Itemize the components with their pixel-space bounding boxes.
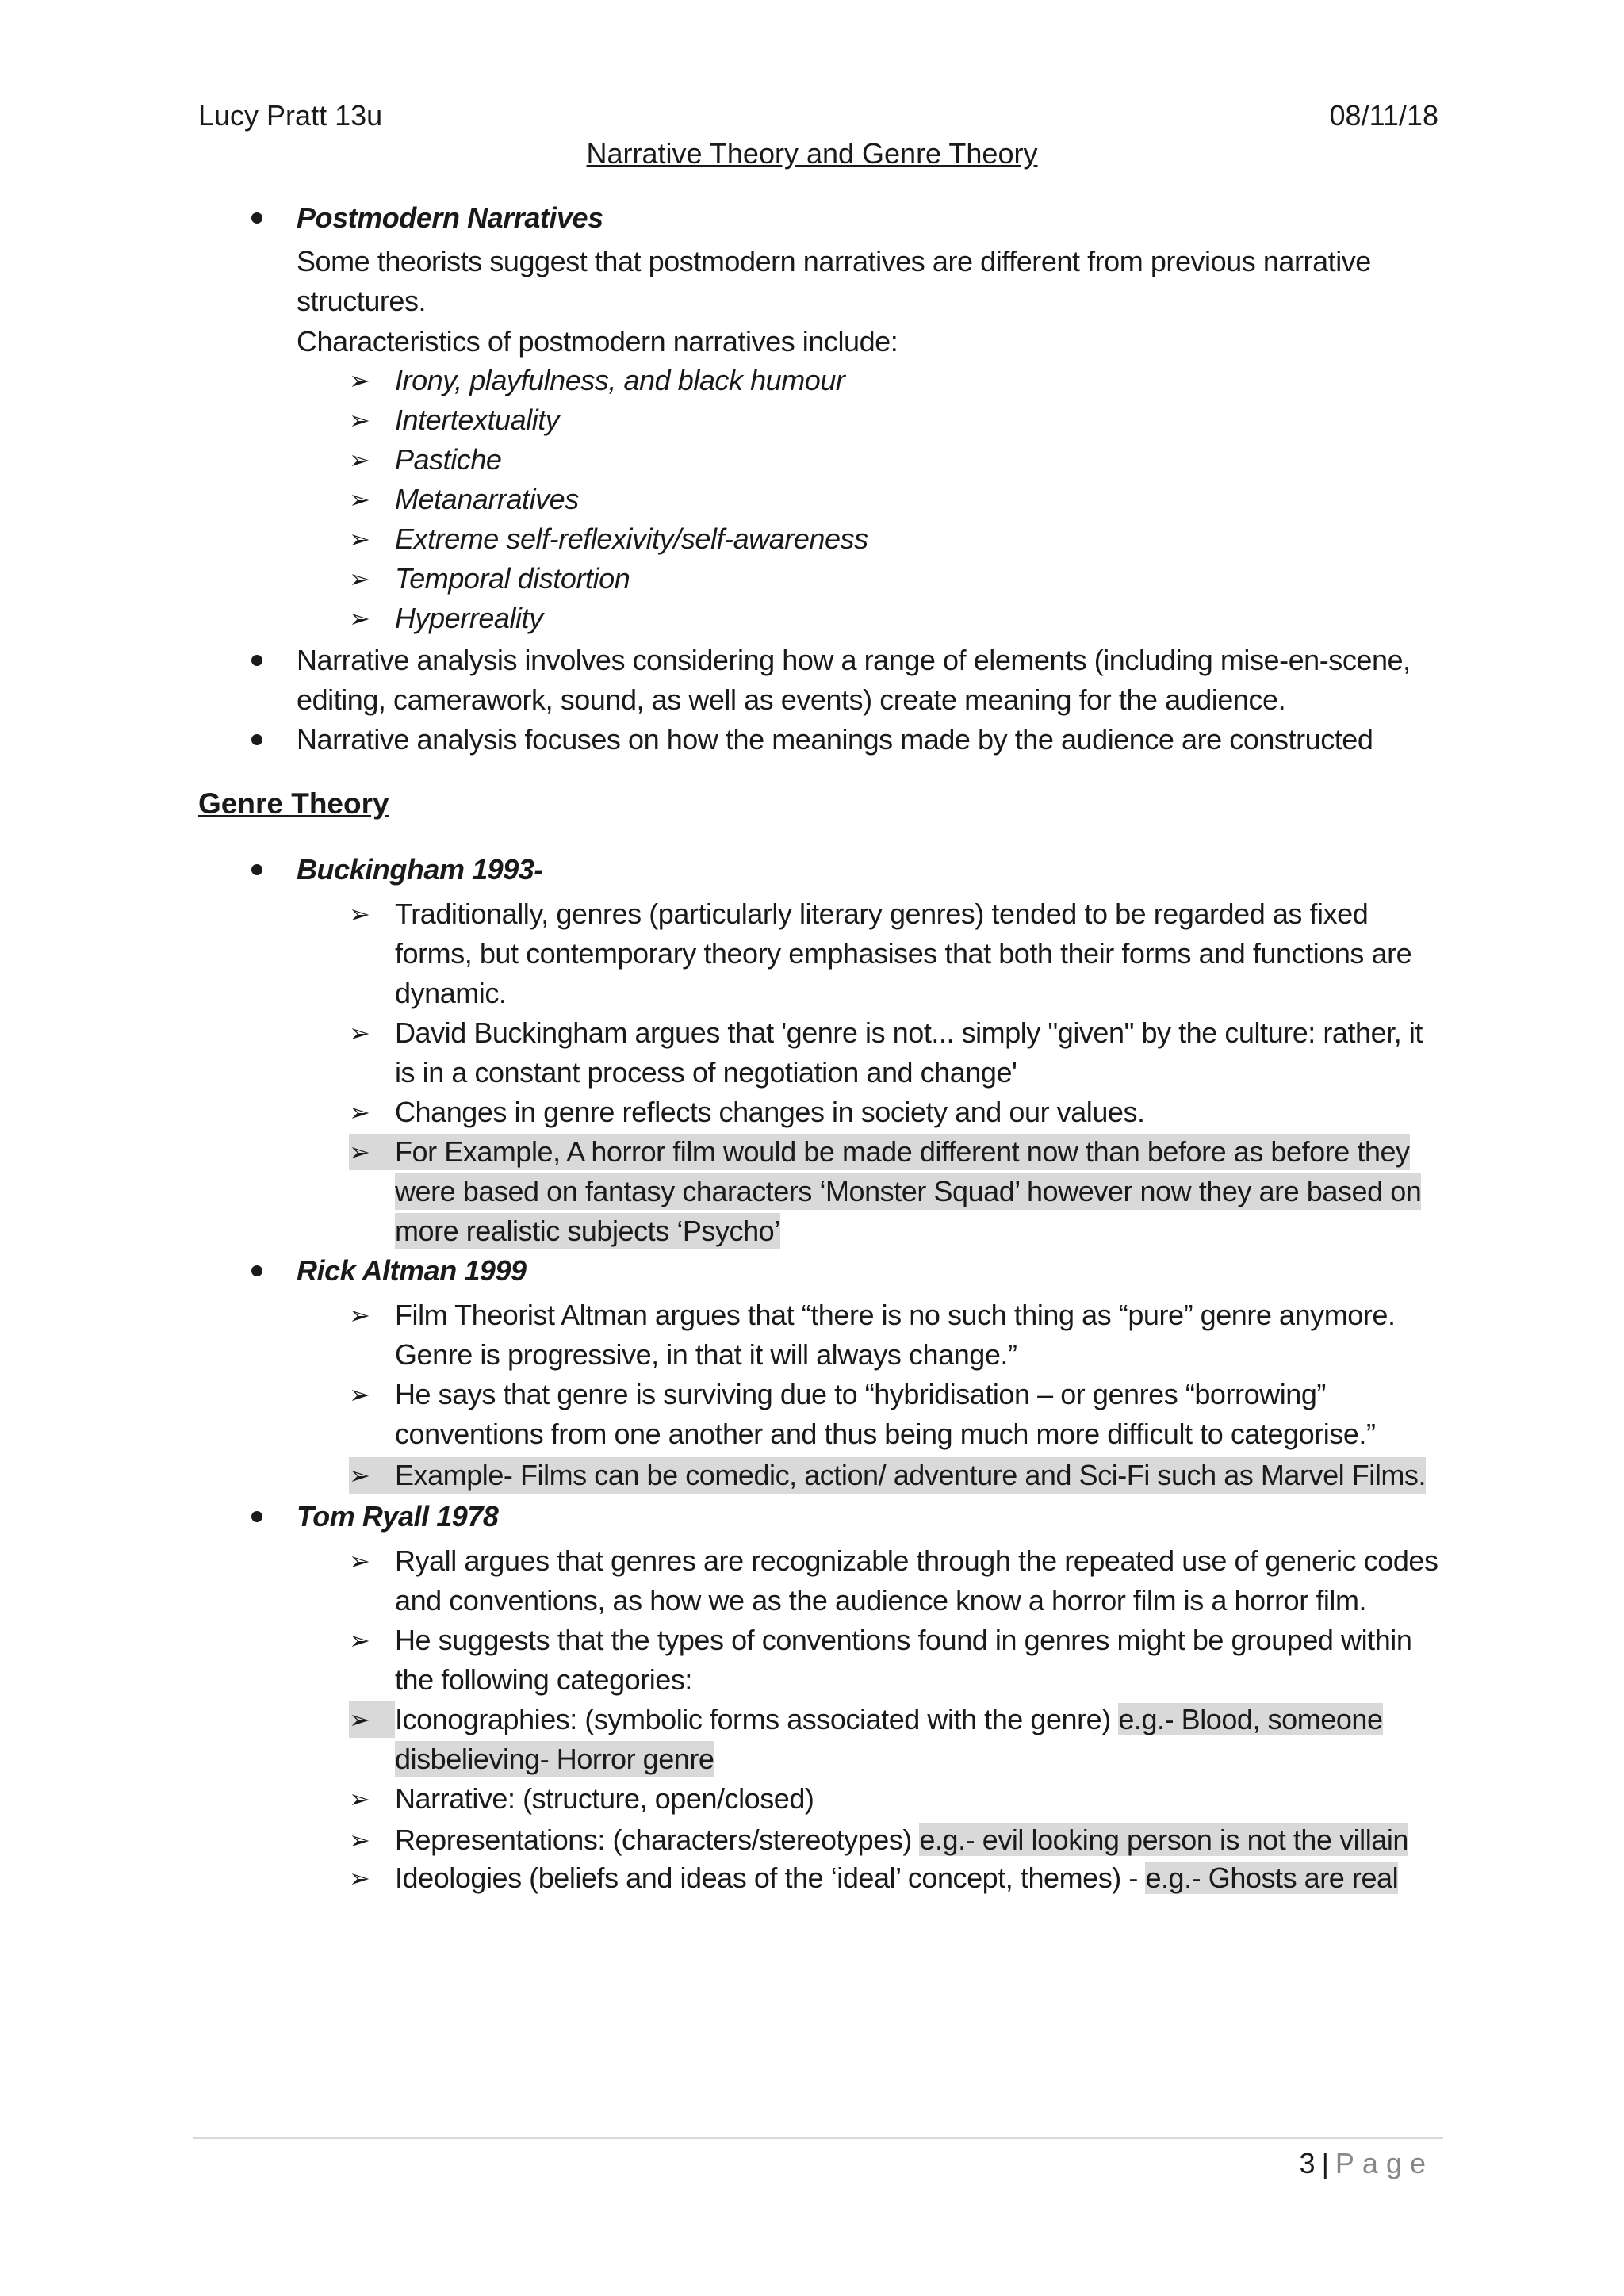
buckingham-line: is in a constant process of negotiation and change' (395, 1056, 1017, 1089)
narrative-analysis-line-1: Narrative analysis involves considering how a range of elements (including mise-en-scene, (297, 644, 1411, 676)
narrative-analysis-line-3: Narrative analysis focuses on how the meanings made by the audience are constructed (297, 723, 1373, 756)
altman-line: Film Theorist Altman argues that “there is no such thing as “pure” genre anymore. (395, 1299, 1396, 1331)
arrow-bullet-icon: ➢ (349, 1300, 370, 1330)
buckingham-line: dynamic. (395, 977, 507, 1009)
arrow-bullet-icon: ➢ (349, 1018, 370, 1048)
arrow-bullet-icon: ➢ (349, 524, 370, 554)
narrative-analysis-line-2: editing, camerawork, sound, as well as events) create meaning for the audience. (297, 683, 1286, 716)
list-item: Intertextuality (395, 404, 560, 436)
list-item: Pastiche (395, 443, 502, 476)
bullet-icon (251, 1511, 262, 1522)
bullet-icon (251, 212, 262, 224)
ryall-line: Ryall argues that genres are recognizable through the repeated use of generic codes (395, 1544, 1438, 1577)
bullet-icon (251, 734, 262, 745)
arrow-bullet-icon: ➢ (349, 365, 370, 396)
page-label: Page (1335, 2147, 1434, 2179)
buckingham-line: forms, but contemporary theory emphasises that both their forms and functions are (395, 937, 1412, 970)
list-item: Irony, playfulness, and black humour (395, 364, 845, 396)
buckingham-example-line: For Example, A horror film would be made different now than before as before they (395, 1134, 1410, 1170)
arrow-bullet-icon: ➢ (349, 405, 370, 435)
arrow-bullet-icon: ➢ (349, 1863, 370, 1893)
arrow-bullet-icon: ➢ (349, 1457, 395, 1494)
postmodern-heading: Postmodern Narratives (297, 201, 603, 234)
arrow-bullet-icon: ➢ (349, 1380, 370, 1410)
ryall-iconographies-example-cont: disbelieving- Horror genre (395, 1741, 714, 1777)
arrow-bullet-icon: ➢ (349, 899, 370, 929)
arrow-bullet-icon: ➢ (349, 1825, 370, 1855)
ryall-line: He suggests that the types of conventions found in genres might be grouped within (395, 1624, 1412, 1656)
bullet-icon (251, 864, 262, 875)
list-item: Temporal distortion (395, 562, 630, 595)
buckingham-example-line: were based on fantasy characters ‘Monster Squad’ however now they are based on (395, 1173, 1421, 1210)
altman-line: He says that genre is surviving due to “hybridisation – or genres “borrowing” (395, 1378, 1326, 1410)
header-date: 08/11/18 (1329, 99, 1438, 132)
ryall-iconographies-example: e.g.- Blood, someone (1118, 1703, 1383, 1735)
arrow-bullet-icon: ➢ (349, 1134, 395, 1170)
ryall-representations-line (395, 1822, 1408, 1858)
bullet-icon (251, 1265, 262, 1276)
footer-separator: | (1321, 2147, 1329, 2179)
buckingham-line: Traditionally, genres (particularly literary genres) tended to be regarded as fixed (395, 897, 1369, 930)
header-author: Lucy Pratt 13u (198, 99, 383, 132)
ryall-representations-text: Representations: (characters/stereotypes) (395, 1823, 920, 1856)
ryall-ideologies-example: e.g.- Ghosts are real (1145, 1862, 1399, 1894)
ryall-narrative-line: Narrative: (structure, open/closed) (395, 1782, 814, 1815)
genre-theory-heading: Genre Theory (198, 787, 389, 820)
arrow-bullet-icon: ➢ (349, 603, 370, 633)
arrow-bullet-icon: ➢ (349, 445, 370, 475)
altman-example-line: Example- Films can be comedic, action/ adventure and Sci-Fi such as Marvel Films. (395, 1457, 1426, 1494)
ryall-line: the following categories: (395, 1663, 692, 1696)
list-item: Hyperreality (395, 602, 543, 634)
arrow-bullet-icon: ➢ (349, 1784, 370, 1814)
altman-line: Genre is progressive, in that it will always change.” (395, 1338, 1017, 1371)
arrow-bullet-icon: ➢ (349, 564, 370, 594)
ryall-iconographies-line (395, 1701, 1383, 1738)
ryall-ideologies-line (395, 1860, 1398, 1896)
document-title: Narrative Theory and Genre Theory (586, 137, 1038, 170)
buckingham-example-line: more realistic subjects ‘Psycho’ (395, 1213, 780, 1249)
buckingham-line: David Buckingham argues that 'genre is not... simply "given" by the culture: rather, it (395, 1016, 1423, 1049)
postmodern-intro-line-1: Some theorists suggest that postmodern narratives are different from previous narrative (297, 245, 1371, 277)
altman-heading: Rick Altman 1999 (297, 1254, 527, 1287)
arrow-bullet-icon: ➢ (349, 1625, 370, 1655)
arrow-bullet-icon: ➢ (349, 484, 370, 515)
page-footer (1300, 2145, 1434, 2182)
postmodern-intro-line-2: structures. (297, 285, 427, 317)
arrow-bullet-icon: ➢ (349, 1097, 370, 1127)
ryall-representations-example: e.g.- evil looking person is not the villain (919, 1823, 1408, 1856)
page-number: 3 (1299, 2147, 1316, 2179)
ryall-iconographies-text: Iconographies: (symbolic forms associated with the genre) (395, 1703, 1119, 1735)
buckingham-line: Changes in genre reflects changes in society and our values. (395, 1096, 1145, 1128)
arrow-bullet-icon: ➢ (349, 1546, 370, 1576)
arrow-bullet-icon: ➢ (349, 1701, 395, 1738)
list-item: Metanarratives (395, 483, 579, 515)
buckingham-heading: Buckingham 1993- (297, 853, 543, 886)
postmodern-intro-line-3: Characteristics of postmodern narratives include: (297, 325, 898, 358)
altman-line: conventions from one another and thus being much more difficult to categorise.” (395, 1418, 1376, 1450)
ryall-ideologies-text: Ideologies (beliefs and ideas of the ‘ideal’ concept, themes) - (395, 1862, 1146, 1894)
footer-divider (193, 2137, 1443, 2139)
ryall-line: and conventions, as how we as the audience know a horror film is a horror film. (395, 1584, 1367, 1617)
list-item: Extreme self-reflexivity/self-awareness (395, 522, 868, 555)
bullet-icon (251, 655, 262, 666)
ryall-heading: Tom Ryall 1978 (297, 1500, 499, 1533)
